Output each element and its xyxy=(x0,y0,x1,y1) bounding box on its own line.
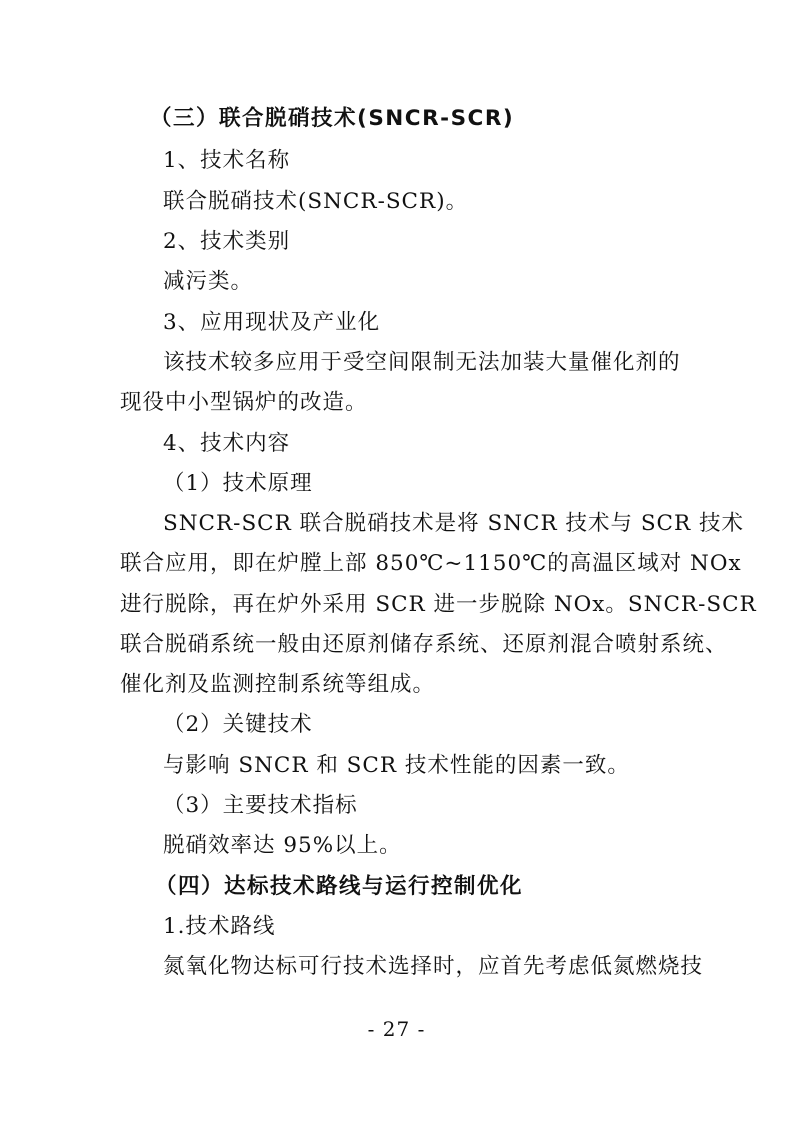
paragraph-line: 现役中小型锅炉的改造。 xyxy=(120,390,368,415)
subheading-route: 1.技术路线 xyxy=(163,914,276,939)
subheading-principle: （1）技术原理 xyxy=(163,471,313,496)
paragraph: 脱硝效率达 95%以上。 xyxy=(163,833,402,858)
paragraph: 减污类。 xyxy=(163,269,254,294)
paragraph: 与影响 SNCR 和 SCR 技术性能的因素一致。 xyxy=(163,753,630,778)
page-number: - 27 - xyxy=(367,1017,426,1041)
paragraph-line: 联合脱硝系统一般由还原剂储存系统、还原剂混合喷射系统、 xyxy=(120,632,728,657)
paragraph-line: 该技术较多应用于受空间限制无法加装大量催化剂的 xyxy=(163,350,681,375)
subheading-tech-category: 2、技术类别 xyxy=(163,229,291,254)
subheading-tech-name: 1、技术名称 xyxy=(163,148,291,173)
section-heading-4: （四）达标技术路线与运行控制优化 xyxy=(155,874,524,899)
subheading-key-tech: （2）关键技术 xyxy=(163,712,313,737)
subheading-indicators: （3）主要技术指标 xyxy=(163,793,358,818)
paragraph-line: 氮氧化物达标可行技术选择时，应首先考虑低氮燃烧技 xyxy=(163,954,704,979)
subheading-tech-content: 4、技术内容 xyxy=(163,431,291,456)
section-heading-3: （三）联合脱硝技术(SNCR-SCR) xyxy=(150,106,515,131)
paragraph-line: SNCR-SCR 联合脱硝技术是将 SNCR 技术与 SCR 技术 xyxy=(163,511,745,536)
paragraph-line: 催化剂及监测控制系统等组成。 xyxy=(120,672,436,697)
subheading-application: 3、应用现状及产业化 xyxy=(163,310,381,335)
paragraph: 联合脱硝技术(SNCR-SCR)。 xyxy=(163,189,469,214)
paragraph-line: 进行脱除，再在炉外采用 SCR 进一步脱除 NOx。SNCR-SCR xyxy=(120,592,757,617)
paragraph-line: 联合应用，即在炉膛上部 850℃~1150℃的高温区域对 NOx xyxy=(120,551,742,576)
